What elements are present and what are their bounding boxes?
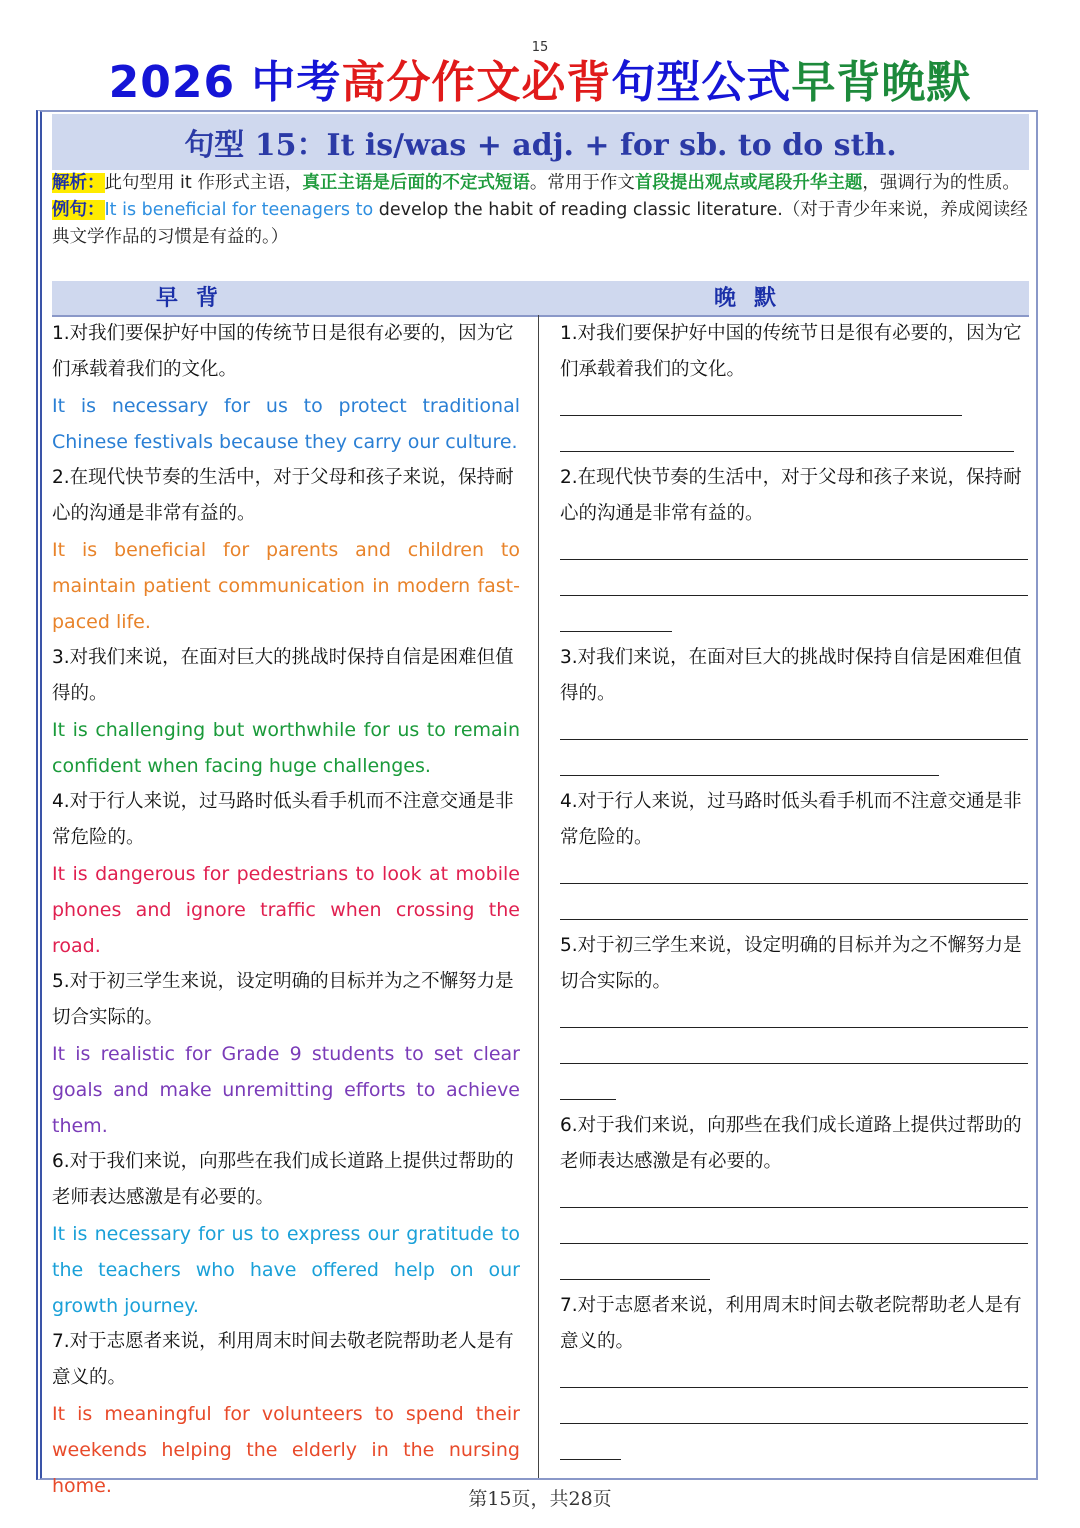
list-item [52,1144,520,1324]
analysis-text-3: ，强调行为的性质。 [862,173,1020,193]
list-item [52,316,520,460]
answer-line[interactable] [560,388,1028,424]
sentence-en-7: It is meaningful for volunteers to spend their weekends helping the elderly in the nursing home. [52,1403,520,1497]
list-item [560,1288,1028,1468]
sentence-cn-5: 5.对于初三学生来说，设定明确的目标并为之不懈努力是切合实际的。 [52,971,514,1028]
page-title [0,46,1080,110]
list-item [52,460,520,640]
answer-line[interactable] [560,568,1028,604]
analysis-label: 解析： [52,173,105,193]
list-item [52,784,520,964]
column-divider [538,315,539,1478]
list-item [560,640,1028,784]
analysis-text-1: 此句型用 it 作形式主语， [104,173,303,193]
example-en-highlight: It is beneficial for teenagers to [104,200,374,220]
analysis-block [52,170,1029,251]
analysis-bold-2: 首段提出观点或尾段升华主题 [634,173,863,193]
answer-line[interactable] [560,532,1028,568]
list-item [560,316,1028,460]
answer-line[interactable] [560,1216,1028,1252]
dictation-cn-3: 3.对我们来说，在面对巨大的挑战时保持自信是困难但值得的。 [560,647,1022,704]
list-item [52,640,520,784]
answer-line[interactable] [560,712,1028,748]
list-item [560,1108,1028,1288]
sentence-cn-6: 6.对于我们来说，向那些在我们成长道路上提供过帮助的老师表达感激是有必要的。 [52,1151,514,1208]
title-part-1: 2026 中考 [108,57,342,108]
sentence-cn-1: 1.对我们要保护好中国的传统节日是很有必要的，因为它们承载着我们的文化。 [52,323,514,380]
dictation-cn-6: 6.对于我们来说，向那些在我们成长道路上提供过帮助的老师表达感激是有必要的。 [560,1115,1022,1172]
analysis-text-2: 。常用于作文 [529,173,635,193]
answer-line[interactable] [560,892,1028,928]
sentence-en-6: It is necessary for us to express our gratitude to the teachers who have offered help on our growth journey. [52,1223,520,1317]
list-item [52,1324,520,1504]
sentence-cn-7: 7.对于志愿者来说，利用周末时间去敬老院帮助老人是有意义的。 [52,1331,514,1388]
dictation-cn-7: 7.对于志愿者来说，利用周末时间去敬老院帮助老人是有意义的。 [560,1295,1022,1352]
page-footer: 第15页，共28页 [468,1488,612,1510]
title-part-4: 早背晚默 [791,57,972,108]
column-header-evening: 晚默 [538,281,1029,315]
sentence-en-3: It is challenging but worthwhile for us to remain confident when facing huge challenges. [52,719,520,777]
answer-line[interactable] [560,856,1028,892]
dictation-cn-1: 1.对我们要保护好中国的传统节日是很有必要的，因为它们承载着我们的文化。 [560,323,1022,380]
pattern-title [52,120,1029,164]
column-header-morning: 早背 [52,281,538,315]
answer-line[interactable] [560,1072,1028,1108]
list-item [560,928,1028,1108]
pattern-formula: It is/was + adj. + for sb. to do sth. [326,128,897,163]
title-part-2: 高分作文必背 [341,57,612,108]
sentence-cn-3: 3.对我们来说，在面对巨大的挑战时保持自信是困难但值得的。 [52,647,514,704]
analysis-bold-1: 真正主语是后面的不定式短语 [302,173,530,193]
evening-column [560,316,1028,1468]
example-paragraph [52,197,1029,251]
answer-line[interactable] [560,1000,1028,1036]
dictation-cn-2: 2.在现代快节奏的生活中，对于父母和孩子来说，保持耐心的沟通是非常有益的。 [560,467,1022,524]
answer-line[interactable] [560,1396,1028,1432]
pattern-label: 句型 15： [184,128,327,163]
answer-line[interactable] [560,604,1028,640]
list-item [560,460,1028,640]
sentence-en-5: It is realistic for Grade 9 students to set clear goals and make unremitting efforts to achieve them. [52,1043,520,1137]
sentence-en-4: It is dangerous for pedestrians to look at mobile phones and ignore traffic when crossing the road. [52,863,520,957]
answer-line[interactable] [560,1252,1028,1288]
answer-line[interactable] [560,748,1028,784]
title-part-3: 句型公式 [611,57,792,108]
example-en-rest: develop the habit of reading classic literature. [373,200,783,220]
answer-line[interactable] [560,424,1028,460]
analysis-paragraph [52,170,1029,197]
example-label: 例句： [52,200,105,220]
list-item [560,784,1028,928]
answer-line[interactable] [560,1432,1028,1468]
morning-column [52,316,520,1504]
list-item [52,964,520,1144]
sentence-en-2: It is beneficial for parents and children to maintain patient communication in modern fast-paced life. [52,539,520,633]
top-page-number: 15 [531,40,549,55]
dictation-cn-4: 4.对于行人来说，过马路时低头看手机而不注意交通是非常危险的。 [560,791,1022,848]
sentence-en-1: It is necessary for us to protect traditional Chinese festivals because they carry our culture. [52,395,520,453]
sentence-cn-4: 4.对于行人来说，过马路时低头看手机而不注意交通是非常危险的。 [52,791,514,848]
example-cn: （对于青少年来说，养成阅读经典文学作品的习惯是有益的。） [52,200,1028,247]
answer-line[interactable] [560,1036,1028,1072]
answer-line[interactable] [560,1360,1028,1396]
answer-line[interactable] [560,1180,1028,1216]
dictation-cn-5: 5.对于初三学生来说，设定明确的目标并为之不懈努力是切合实际的。 [560,935,1022,992]
sentence-cn-2: 2.在现代快节奏的生活中，对于父母和孩子来说，保持耐心的沟通是非常有益的。 [52,467,514,524]
